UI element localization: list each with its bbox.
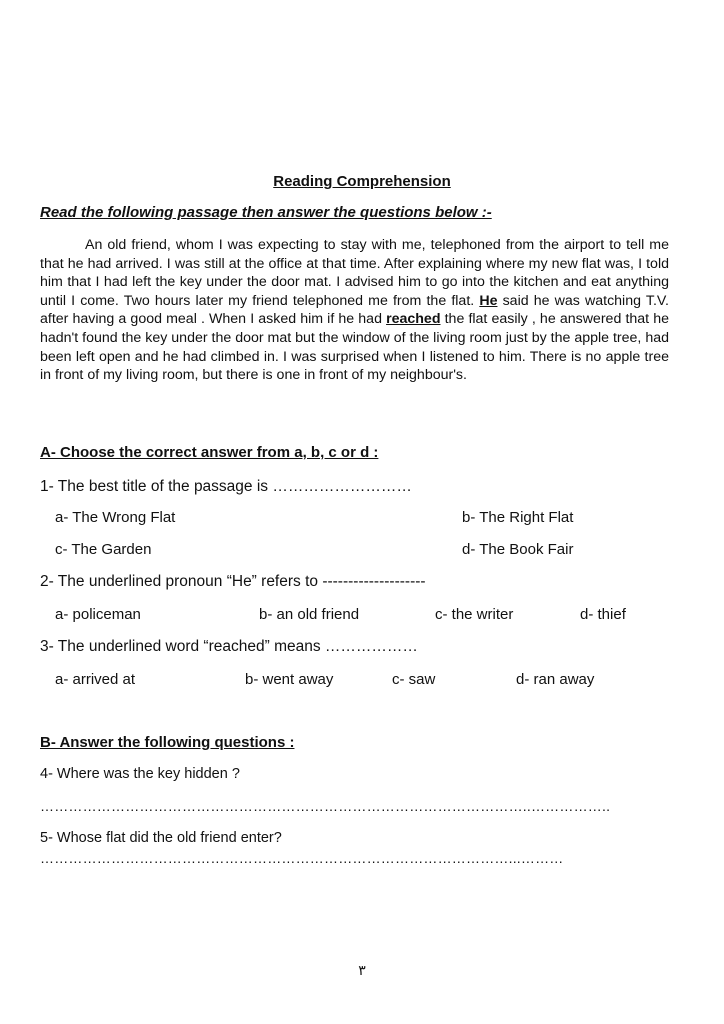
q3-option-b: b- went away — [245, 671, 334, 688]
underlined-he: He — [479, 292, 498, 309]
question-5: 5- Whose flat did the old friend enter? — [40, 830, 282, 846]
section-b-heading: B- Answer the following questions : — [40, 734, 295, 751]
section-a-heading: A- Choose the correct answer from a, b, c or d : — [40, 444, 379, 461]
q1-option-b: b- The Right Flat — [462, 509, 574, 526]
instruction: Read the following passage then answer the questions below :- — [40, 204, 492, 221]
q3-option-d: d- ran away — [516, 671, 595, 688]
q2-option-c: c- the writer — [435, 606, 514, 623]
passage-part-3: the flat easily , he answered that he hadn't found the key under the door mat but the window of the living room just by the apple tree, had been left open and he had climbed in. I was surprised when I listened to him. There is no apple tree in front of my living room, but there is one in front of my neighbour's. — [40, 311, 670, 384]
question-2: 2- The underlined pronoun “He” refers to -------------------- — [40, 573, 426, 590]
q1-option-d: d- The Book Fair — [462, 541, 574, 558]
passage-part-2: said he was watching T.V. after having a good meal . When I asked him if he had — [40, 292, 669, 328]
underlined-reached: reached — [386, 311, 441, 328]
page-title: Reading Comprehension — [273, 173, 451, 190]
q2-option-a: a- policeman — [55, 606, 141, 623]
reading-passage — [40, 236, 669, 385]
q2-option-d: d- thief — [580, 606, 626, 623]
answer-line-4[interactable]: …………………………………………………………………………………………..…………….. — [40, 798, 611, 814]
question-4: 4- Where was the key hidden ? — [40, 766, 240, 782]
q1-option-a: a- The Wrong Flat — [55, 509, 176, 526]
passage-part-1: An old friend, whom I was expecting to stay with me, telephoned from the airport to tell me that he had arrived. I was still at the office at that time. After explaining where my new flat was, I told him that I had left the key under the door mat. I advised him to go into the kitchen and eat anything until I come. Two hours later my friend telephoned me from the flat. — [40, 237, 669, 309]
answer-line-5[interactable]: ………………………………………………………………………………………...……… — [40, 850, 564, 866]
page-number: ٣ — [358, 962, 366, 978]
q1-option-c: c- The Garden — [55, 541, 152, 558]
q2-option-b: b- an old friend — [259, 606, 360, 623]
q3-option-a: a- arrived at — [55, 671, 136, 688]
q3-option-c: c- saw — [392, 671, 436, 688]
question-1: 1- The best title of the passage is ……………………… — [40, 478, 412, 495]
question-3: 3- The underlined word “reached” means ……………… — [40, 638, 418, 655]
